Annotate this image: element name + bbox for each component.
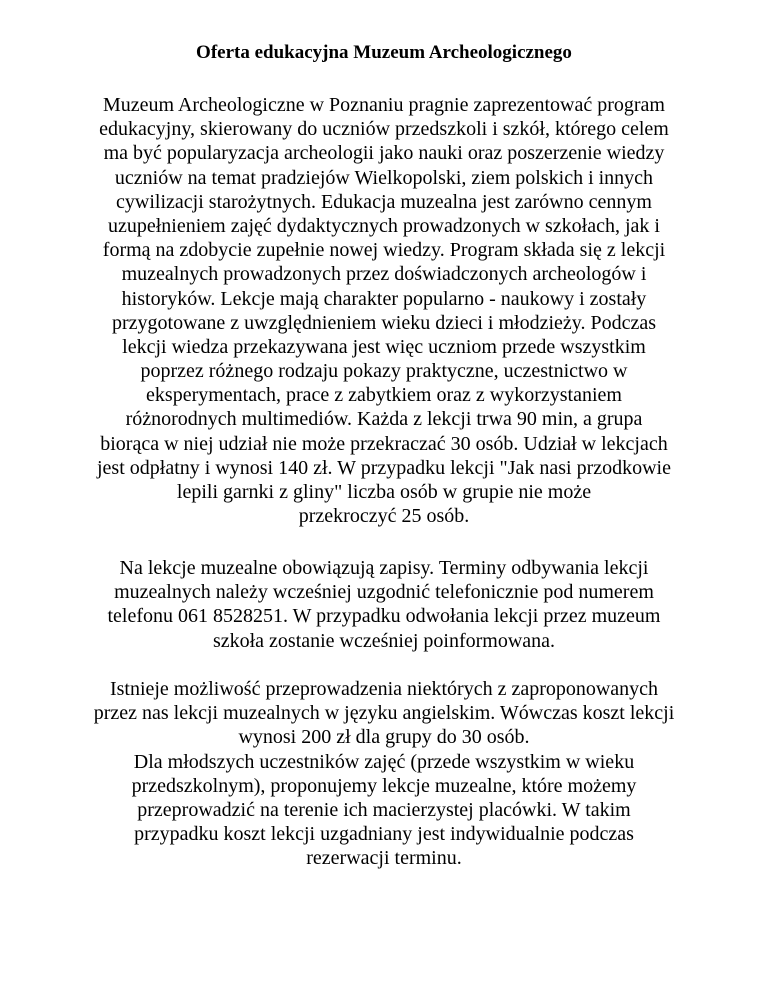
paragraph-registration <box>0 556 768 653</box>
text-line: lepili garnki z gliny" liczba osób w grupie nie może <box>176 481 592 503</box>
text-line: Istnieje możliwość przeprowadzenia niektórych z zaproponowanych <box>109 678 659 700</box>
paragraph-program-description <box>0 93 768 528</box>
text-line: jest odpłatny i wynosi 140 zł. W przypadku lekcji "Jak nasi przodkowie <box>97 456 671 479</box>
text-line: muzealnych należy wcześniej uzgodnić telefonicznie pod numerem <box>114 581 654 604</box>
text-line: Muzeum Archeologiczne w Poznaniu pragnie zaprezentować program <box>103 94 665 116</box>
text-line: Na lekcje muzealne obowiązują zapisy. Terminy odbywania lekcji <box>119 557 649 579</box>
text-line: historyków. Lekcje mają charakter popularno - naukowy i zostały <box>121 287 647 310</box>
text-line: eksperymentach, prace z zabytkiem oraz z wykorzystaniem <box>146 384 622 407</box>
paragraph-english-lessons <box>0 677 768 871</box>
text-line: przeprowadzić na terenie ich macierzystej placówki. W takim <box>137 798 631 821</box>
text-line: lekcji wiedza przekazywana jest więc uczniom przede wszystkim <box>122 335 646 358</box>
text-line: formą na zdobycie zupełnie nowej wiedzy. Program składa się z lekcji <box>102 239 666 262</box>
text-line: rezerwacji terminu. <box>306 847 462 870</box>
text-line: ma być popularyzacja archeologii jako nauki oraz poszerzenie wiedzy <box>103 142 665 165</box>
document-title: Oferta edukacyjna Muzeum Archeologicznego <box>196 42 572 63</box>
text-line: przekroczyć 25 osób. <box>298 505 470 528</box>
text-line: różnorodnych multimediów. Każda z lekcji trwa 90 min, a grupa <box>125 408 643 431</box>
text-line: biorąca w niej udział nie może przekraczać 30 osób. Udział w lekcjach <box>100 432 668 455</box>
text-line: poprzez różnego rodzaju pokazy praktyczne, uczestnictwo w <box>140 360 628 383</box>
text-line: telefonu 061 8528251. W przypadku odwołania lekcji przez muzeum <box>107 605 661 628</box>
text-line: Dla młodszych uczestników zajęć (przede wszystkim w wieku <box>133 750 635 773</box>
text-line: przypadku koszt lekcji uzgadniany jest indywidualnie podczas <box>134 823 634 846</box>
text-line: szkoła zostanie wcześniej poinformowana. <box>212 629 556 652</box>
text-line: cywilizacji starożytnych. Edukacja muzealna jest zarówno cennym <box>116 190 652 213</box>
text-line: uczniów na temat pradziejów Wielkopolski, ziem polskich i innych <box>114 166 654 189</box>
text-line: wynosi 200 zł dla grupy do 30 osób. <box>238 726 530 749</box>
text-line: przedszkolnym), proponujemy lekcje muzealne, które możemy <box>131 774 637 797</box>
text-line: przez nas lekcji muzealnych w języku angielskim. Wówczas koszt lekcji <box>93 702 675 725</box>
text-line: edukacyjny, skierowany do uczniów przedszkoli i szkół, którego celem <box>99 118 669 141</box>
text-line: przygotowane z uwzględnieniem wieku dzieci i młodzieży. Podczas <box>111 311 657 334</box>
text-line: uzupełnieniem zajęć dydaktycznych prowadzonych w szkołach, jak i <box>107 214 660 237</box>
text-line: muzealnych prowadzonych przez doświadczonych archeologów i <box>121 263 647 286</box>
